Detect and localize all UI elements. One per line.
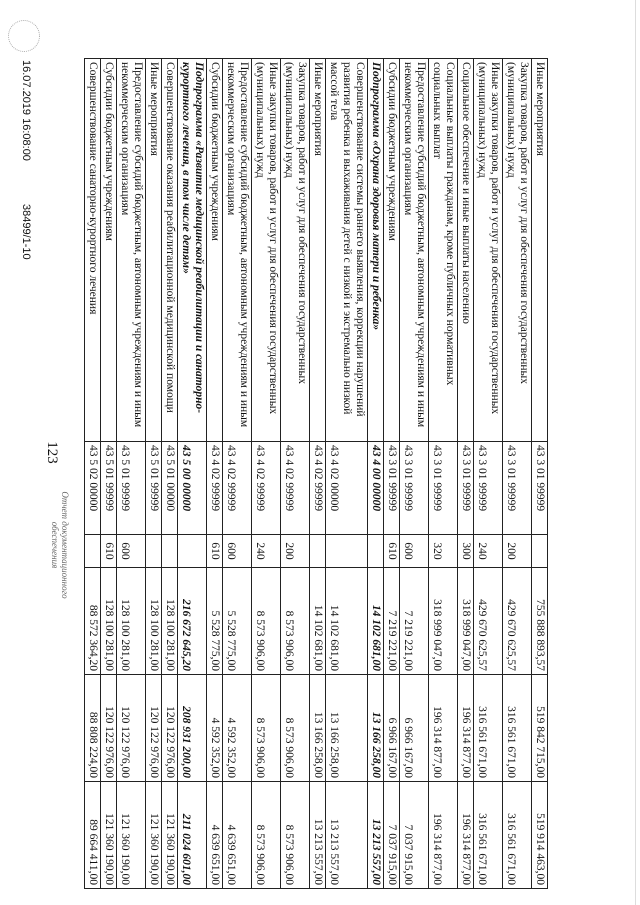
row-code-cell: 43 3 01 99999 bbox=[503, 442, 532, 535]
row-name-cell: Совершенствование санаторно-курортного лечения bbox=[85, 59, 101, 442]
row-value-2020-cell: 6 966 167,00 bbox=[384, 675, 400, 782]
row-value-2021-cell: 13 213 557,00 bbox=[368, 782, 384, 889]
row-value-2019-cell: 88 572 364,20 bbox=[85, 568, 101, 675]
row-value-2021-cell: 121 360 190,00 bbox=[117, 782, 146, 889]
row-name-cell: Закупка товаров, работ и услуг для обеспечения государственных (муниципальных) нужд bbox=[503, 59, 532, 442]
row-code-cell: 43 4 02 99999 bbox=[281, 442, 310, 535]
row-value-2021-cell: 121 360 190,00 bbox=[101, 782, 117, 889]
row-code-cell: 43 5 01 99999 bbox=[101, 442, 117, 535]
row-name-cell: Иные закупки товаров, работ и услуг для обеспечения государственных (муниципальных) нужд bbox=[252, 59, 281, 442]
table-row bbox=[326, 59, 368, 889]
row-value-2020-cell: 120 122 976,00 bbox=[101, 675, 117, 782]
row-code-cell: 43 4 02 99999 bbox=[310, 442, 326, 535]
row-code-cell: 43 3 01 99999 bbox=[532, 442, 548, 535]
row-expense-type-cell: 320 bbox=[429, 535, 458, 568]
row-value-2020-cell: 13 166 258,00 bbox=[326, 675, 368, 782]
row-expense-type-cell: 300 bbox=[458, 535, 474, 568]
row-expense-type-cell: 600 bbox=[117, 535, 146, 568]
row-value-2021-cell: 7 037 915,00 bbox=[400, 782, 429, 889]
row-value-2021-cell: 316 561 671,00 bbox=[503, 782, 532, 889]
row-value-2021-cell: 8 573 906,00 bbox=[281, 782, 310, 889]
row-value-2019-cell: 128 100 281,00 bbox=[162, 568, 178, 675]
row-code-cell: 43 5 00 00000 bbox=[178, 442, 207, 535]
row-value-2019-cell: 8 573 906,00 bbox=[281, 568, 310, 675]
row-code-cell: 43 3 01 99999 bbox=[384, 442, 400, 535]
row-name-cell: Совершенствование оказания реабилитационной медицинской помощи bbox=[162, 59, 178, 442]
row-value-2021-cell: 7 037 915,00 bbox=[384, 782, 400, 889]
row-value-2020-cell: 196 314 877,00 bbox=[458, 675, 474, 782]
row-value-2020-cell: 316 561 671,00 bbox=[503, 675, 532, 782]
row-code-cell: 43 3 01 99999 bbox=[458, 442, 474, 535]
row-value-2019-cell: 755 888 893,57 bbox=[532, 568, 548, 675]
row-name-cell: Совершенствование системы раннего выявления, коррекции нарушений развития ребенка и выхаживания детей с низкой и экстремально низкой массой тела bbox=[326, 59, 368, 442]
row-expense-type-cell bbox=[310, 535, 326, 568]
row-value-2021-cell: 519 914 463,00 bbox=[532, 782, 548, 889]
row-name-cell: Иные закупки товаров, работ и услуг для обеспечения государственных (муниципальных) нужд bbox=[474, 59, 503, 442]
row-value-2020-cell: 88 808 224,00 bbox=[85, 675, 101, 782]
row-expense-type-cell bbox=[368, 535, 384, 568]
row-value-2020-cell: 13 166 258,00 bbox=[310, 675, 326, 782]
row-value-2021-cell: 196 314 877,00 bbox=[429, 782, 458, 889]
table-row bbox=[223, 59, 252, 889]
row-code-cell: 43 5 01 99999 bbox=[146, 442, 162, 535]
row-value-2019-cell: 14 102 681,00 bbox=[368, 568, 384, 675]
table-row bbox=[310, 59, 326, 889]
row-name-cell: Предоставление субсидий бюджетным, автономным учреждениям и иным некоммерческим организациям bbox=[117, 59, 146, 442]
row-name-cell: Иные мероприятия bbox=[532, 59, 548, 442]
table-row bbox=[400, 59, 429, 889]
table-row bbox=[384, 59, 400, 889]
row-name-cell: Социальные выплаты гражданам, кроме публичных нормативных социальных выплат bbox=[429, 59, 458, 442]
table-row bbox=[503, 59, 532, 889]
row-expense-type-cell bbox=[532, 535, 548, 568]
row-value-2020-cell: 8 573 906,00 bbox=[252, 675, 281, 782]
row-expense-type-cell: 240 bbox=[474, 535, 503, 568]
table-row bbox=[207, 59, 223, 889]
footer-doc-id: 38499/1-10 bbox=[20, 204, 32, 260]
row-value-2020-cell: 208 931 200,00 bbox=[178, 675, 207, 782]
row-expense-type-cell: 240 bbox=[252, 535, 281, 568]
row-value-2019-cell: 5 528 775,00 bbox=[207, 568, 223, 675]
row-name-cell: Социальное обеспечение и иные выплаты населению bbox=[458, 59, 474, 442]
row-expense-type-cell bbox=[326, 535, 368, 568]
row-expense-type-cell: 600 bbox=[400, 535, 429, 568]
document-footer bbox=[20, 60, 32, 300]
row-code-cell: 43 4 02 99999 bbox=[252, 442, 281, 535]
row-value-2021-cell: 13 213 557,00 bbox=[310, 782, 326, 889]
table-row bbox=[146, 59, 162, 889]
row-value-2021-cell: 89 664 411,00 bbox=[85, 782, 101, 889]
table-row bbox=[474, 59, 503, 889]
row-value-2021-cell: 121 360 190,00 bbox=[146, 782, 162, 889]
row-value-2021-cell: 211 024 601,00 bbox=[178, 782, 207, 889]
row-value-2020-cell: 6 966 167,00 bbox=[400, 675, 429, 782]
row-value-2021-cell: 8 573 906,00 bbox=[252, 782, 281, 889]
row-name-cell: Субсидии бюджетным учреждениям bbox=[207, 59, 223, 442]
table-row bbox=[252, 59, 281, 889]
row-value-2019-cell: 7 219 221,00 bbox=[384, 568, 400, 675]
row-code-cell: 43 5 01 99999 bbox=[117, 442, 146, 535]
row-name-cell: Субсидии бюджетным учреждениям bbox=[101, 59, 117, 442]
row-value-2020-cell: 4 592 352,00 bbox=[223, 675, 252, 782]
row-value-2021-cell: 4 639 651,00 bbox=[223, 782, 252, 889]
row-name-cell: Предоставление субсидий бюджетным, автономным учреждениям и иным некоммерческим организациям bbox=[400, 59, 429, 442]
row-code-cell: 43 5 02 00000 bbox=[85, 442, 101, 535]
row-value-2020-cell: 8 573 906,00 bbox=[281, 675, 310, 782]
row-value-2019-cell: 14 102 681,00 bbox=[310, 568, 326, 675]
page-number: 123 bbox=[43, 441, 60, 464]
row-expense-type-cell: 610 bbox=[101, 535, 117, 568]
table-row bbox=[85, 59, 101, 889]
table-row bbox=[532, 59, 548, 889]
row-value-2021-cell: 196 314 877,00 bbox=[458, 782, 474, 889]
row-value-2020-cell: 120 122 976,00 bbox=[117, 675, 146, 782]
row-value-2020-cell: 519 842 715,00 bbox=[532, 675, 548, 782]
row-value-2019-cell: 128 100 281,00 bbox=[117, 568, 146, 675]
row-code-cell: 43 4 02 99999 bbox=[207, 442, 223, 535]
row-value-2019-cell: 318 999 047,00 bbox=[429, 568, 458, 675]
row-code-cell: 43 4 02 00000 bbox=[326, 442, 368, 535]
row-expense-type-cell: 200 bbox=[503, 535, 532, 568]
row-expense-type-cell bbox=[146, 535, 162, 568]
row-name-cell: Иные мероприятия bbox=[310, 59, 326, 442]
row-code-cell: 43 4 00 00000 bbox=[368, 442, 384, 535]
table-row bbox=[162, 59, 178, 889]
seal-mark bbox=[8, 20, 40, 52]
row-expense-type-cell: 600 bbox=[223, 535, 252, 568]
row-value-2020-cell: 120 122 976,00 bbox=[162, 675, 178, 782]
document-stamp: Отчет документационного обеспечения bbox=[50, 491, 70, 599]
row-name-cell: Субсидии бюджетным учреждениям bbox=[384, 59, 400, 442]
row-value-2020-cell: 196 314 877,00 bbox=[429, 675, 458, 782]
row-expense-type-cell: 610 bbox=[207, 535, 223, 568]
budget-table bbox=[84, 58, 548, 889]
row-value-2019-cell: 216 672 645,20 bbox=[178, 568, 207, 675]
row-name-cell: Предоставление субсидий бюджетным, автономным учреждениям и иным некоммерческим организациям bbox=[223, 59, 252, 442]
row-value-2020-cell: 316 561 671,00 bbox=[474, 675, 503, 782]
row-code-cell: 43 3 01 99999 bbox=[400, 442, 429, 535]
row-name-cell: Подпрограмма «Охрана здоровья матери и ребенка» bbox=[368, 59, 384, 442]
row-expense-type-cell bbox=[85, 535, 101, 568]
row-name-cell: Иные мероприятия bbox=[146, 59, 162, 442]
table-row bbox=[368, 59, 384, 889]
row-value-2020-cell: 120 122 976,00 bbox=[146, 675, 162, 782]
row-value-2019-cell: 5 528 775,00 bbox=[223, 568, 252, 675]
row-name-cell: Подпрограмма «Развитие медицинской реабилитации и санаторно-курортного лечения, в том числе детям» bbox=[178, 59, 207, 442]
table-row bbox=[101, 59, 117, 889]
row-value-2019-cell: 128 100 281,00 bbox=[146, 568, 162, 675]
table-row bbox=[178, 59, 207, 889]
row-value-2019-cell: 7 219 221,00 bbox=[400, 568, 429, 675]
row-code-cell: 43 3 01 99999 bbox=[474, 442, 503, 535]
row-value-2019-cell: 318 999 047,00 bbox=[458, 568, 474, 675]
row-code-cell: 43 4 02 99999 bbox=[223, 442, 252, 535]
row-value-2019-cell: 14 102 681,00 bbox=[326, 568, 368, 675]
row-value-2021-cell: 4 639 651,00 bbox=[207, 782, 223, 889]
row-value-2019-cell: 128 100 281,00 bbox=[101, 568, 117, 675]
row-expense-type-cell: 200 bbox=[281, 535, 310, 568]
row-name-cell: Закупка товаров, работ и услуг для обеспечения государственных (муниципальных) нужд bbox=[281, 59, 310, 442]
table-row bbox=[281, 59, 310, 889]
row-code-cell: 43 5 01 00000 bbox=[162, 442, 178, 535]
row-expense-type-cell: 610 bbox=[384, 535, 400, 568]
table-row bbox=[458, 59, 474, 889]
row-value-2021-cell: 316 561 671,00 bbox=[474, 782, 503, 889]
row-value-2019-cell: 429 670 625,57 bbox=[503, 568, 532, 675]
footer-timestamp: 16.07.2019 16:08:00 bbox=[20, 60, 32, 161]
row-expense-type-cell bbox=[162, 535, 178, 568]
row-value-2019-cell: 429 670 625,57 bbox=[474, 568, 503, 675]
row-value-2021-cell: 13 213 557,00 bbox=[326, 782, 368, 889]
row-value-2020-cell: 13 166 258,00 bbox=[368, 675, 384, 782]
row-code-cell: 43 3 01 99999 bbox=[429, 442, 458, 535]
row-value-2020-cell: 4 592 352,00 bbox=[207, 675, 223, 782]
table-row bbox=[429, 59, 458, 889]
row-value-2021-cell: 121 360 190,00 bbox=[162, 782, 178, 889]
table-row bbox=[117, 59, 146, 889]
row-expense-type-cell bbox=[178, 535, 207, 568]
scan-border-line bbox=[635, 0, 636, 905]
row-value-2019-cell: 8 573 906,00 bbox=[252, 568, 281, 675]
